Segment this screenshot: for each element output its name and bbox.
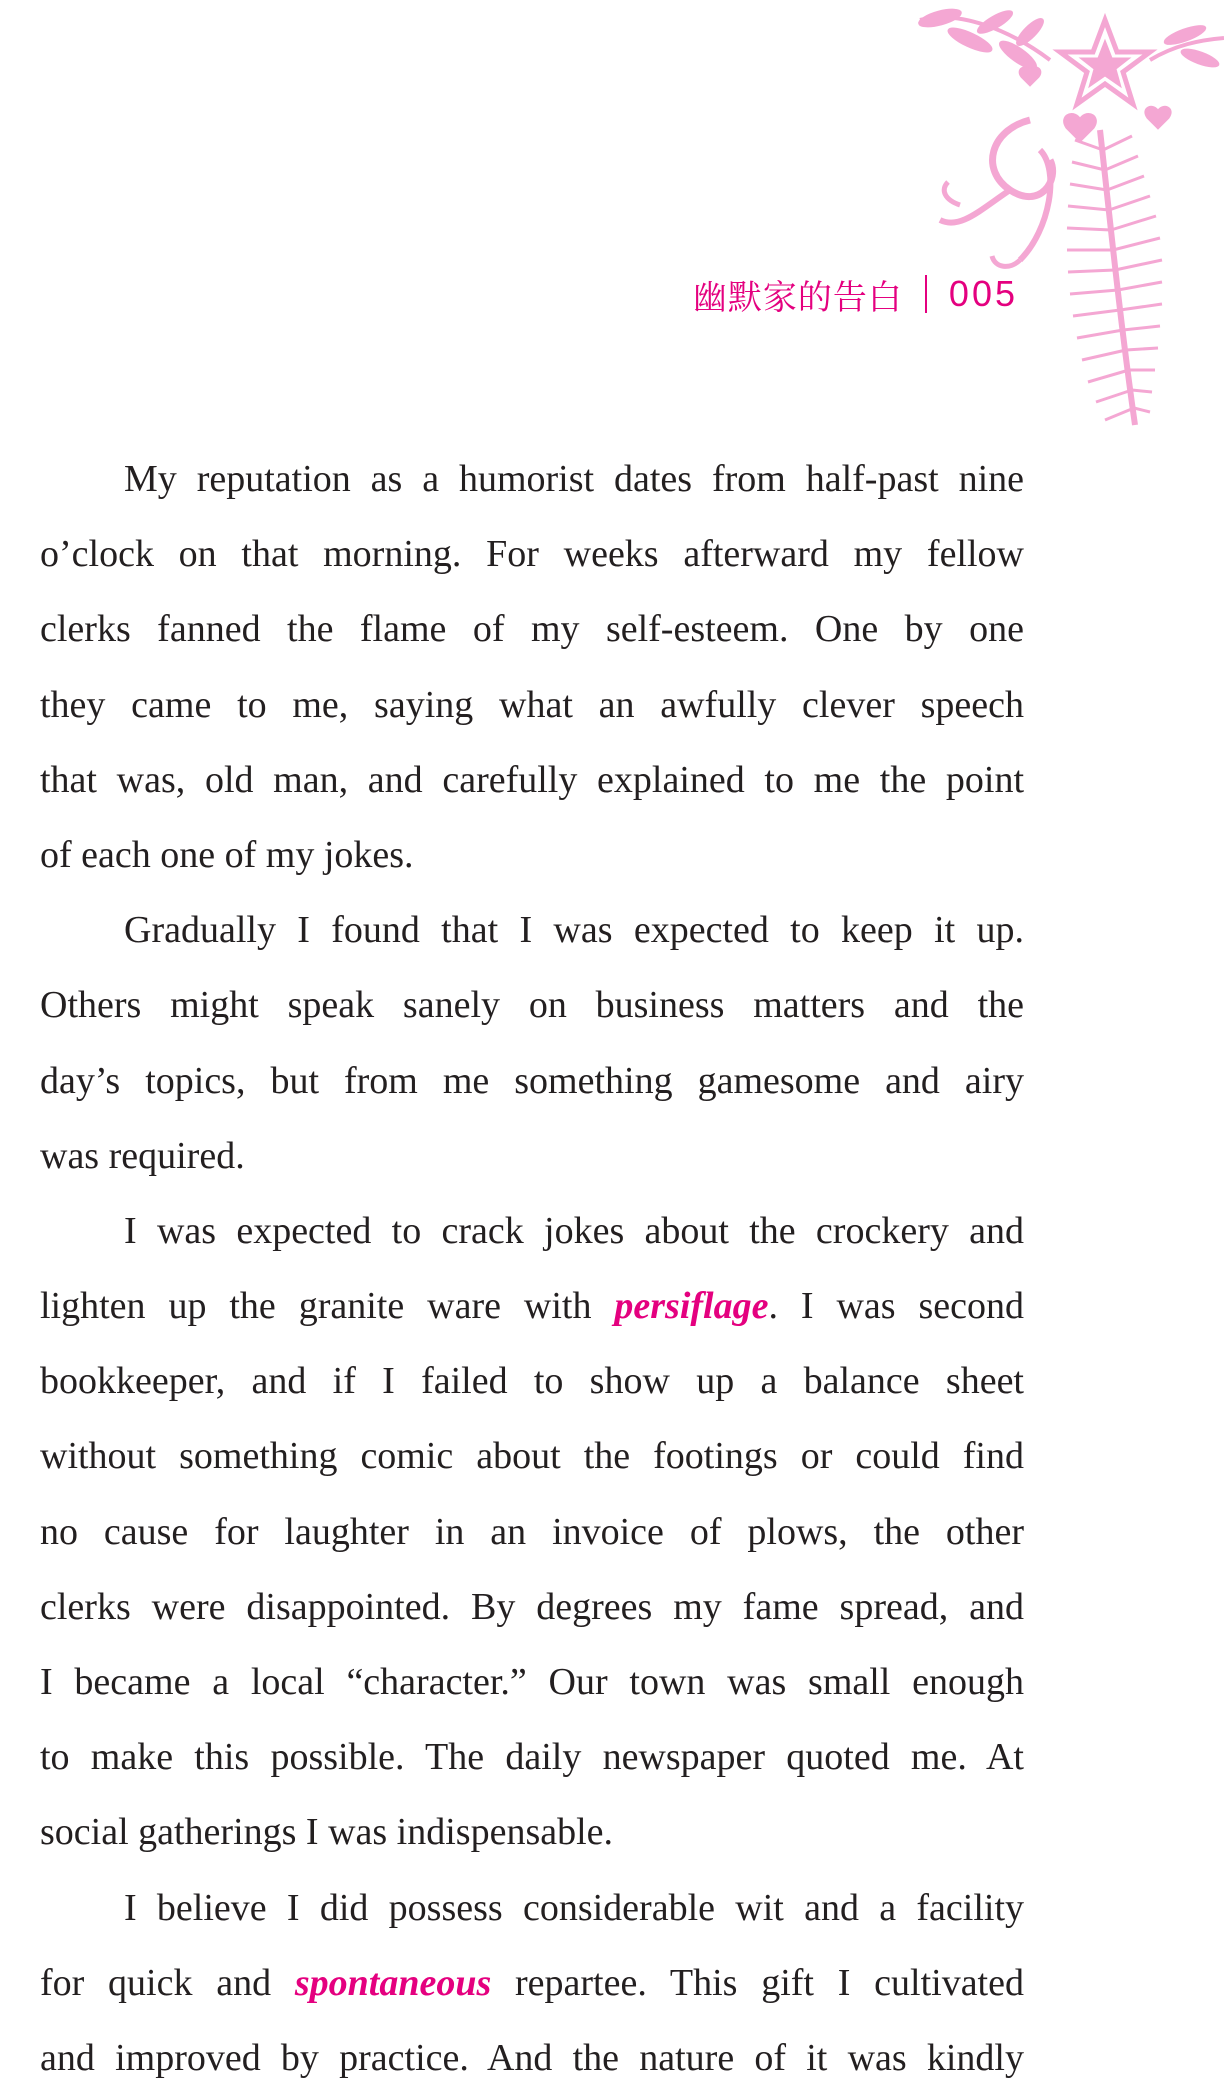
highlighted-word-spontaneous: spontaneous	[294, 1961, 492, 2004]
text-line: they came to me, saying what an awfully clever speech	[40, 683, 1024, 726]
paragraph-1	[40, 442, 1024, 893]
running-head	[693, 266, 1018, 322]
text-line: My reputation as a humorist dates from half-past nine	[124, 458, 1024, 500]
text-line: bookkeeper, and if I failed to show up a balance sheet	[40, 1360, 1024, 1403]
text-line: I was expected to crack jokes about the crockery and	[124, 1209, 1024, 1252]
running-head-divider	[925, 275, 927, 313]
text-segment: repartee. This gift I cultivated	[491, 1961, 1024, 2004]
paragraph-2	[40, 893, 1024, 1194]
text-line: social gatherings I was indispensable.	[40, 1811, 614, 1854]
text-line: I believe I did possess considerable wit and a facility	[124, 1886, 1024, 1929]
text-line-with-highlight	[40, 1269, 1024, 1344]
text-segment: lighten up the granite ware with	[40, 1285, 615, 1328]
text-line: without something comic about the footings or could find	[40, 1435, 1024, 1478]
paragraph-3	[40, 1194, 1024, 1871]
text-line: and improved by practice. And the nature of it was kindly	[40, 2036, 1024, 2079]
text-segment: . I was second	[768, 1285, 1024, 1328]
text-line: that was, old man, and carefully explained to me the point	[40, 758, 1024, 801]
text-line: to make this possible. The daily newspaper quoted me. At	[40, 1736, 1024, 1779]
text-line: was required.	[40, 1134, 245, 1177]
text-segment: for quick and	[40, 1961, 295, 2004]
highlighted-word-persiflage: persiflage	[614, 1285, 769, 1328]
text-line: Gradually I found that I was expected to keep it up.	[124, 909, 1024, 952]
text-line: Others might speak sanely on business matters and the	[40, 984, 1024, 1027]
text-line: no cause for laughter in an invoice of plows, the other	[40, 1510, 1024, 1553]
paragraph-4	[40, 1871, 1024, 2096]
text-line-with-highlight	[40, 1946, 1024, 2021]
text-line: day’s topics, but from me something gamesome and airy	[40, 1059, 1024, 1102]
floral-corner-ornament	[900, 0, 1224, 430]
page-number: 005	[948, 273, 1018, 314]
text-line: clerks were disappointed. By degrees my fame spread, and	[40, 1585, 1024, 1628]
running-head-title: 幽默家的告白	[692, 277, 903, 318]
text-line: clerks fanned the flame of my self-esteem. One by one	[40, 608, 1024, 651]
text-line: I became a local “character.” Our town was small enough	[40, 1661, 1024, 1703]
text-line: o’clock on that morning. For weeks afterward my fellow	[40, 533, 1024, 576]
text-line: of each one of my jokes.	[40, 833, 414, 876]
body-text	[40, 442, 1024, 2096]
